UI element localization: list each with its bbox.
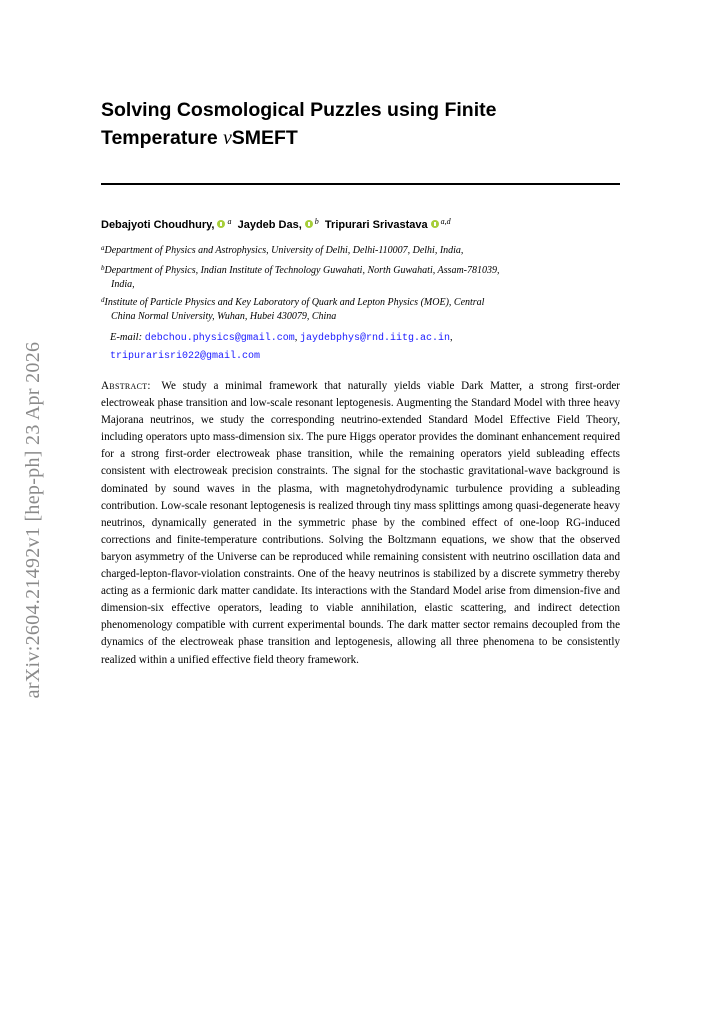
affiliation-a [101,241,620,258]
orcid-icon[interactable] [305,220,313,228]
orcid-icon[interactable] [431,220,439,228]
affiliation-mark: b [101,264,105,272]
arxiv-identifier-stamp: arXiv:2604.21492v1 [hep-ph] 23 Apr 2026 [22,341,44,699]
paper-title [101,96,620,153]
affiliation-mark: a [101,244,105,252]
title-line-2-suffix: SMEFT [231,127,298,149]
title-divider [101,183,620,185]
author-name: Tripurari Srivastava [324,219,428,231]
author-affiliation-mark: a,d [440,217,451,226]
orcid-icon[interactable] [217,220,225,228]
email-separator: , [294,332,298,343]
affiliation-text-continued: India, [111,279,135,290]
email-separator: , [450,332,453,343]
email-link[interactable]: debchou.physics@gmail.com [144,333,295,344]
title-line-2-prefix: Temperature [101,127,224,149]
affiliation-d [101,293,620,324]
abstract-heading: Abstract: [101,380,151,392]
affiliation-text-continued: China Normal University, Wuhan, Hubei 430079, China [111,311,337,322]
abstract-body: We study a minimal framework that naturally yields viable Dark Matter, a strong first-order electroweak phase transition and low-scale resonant leptogenesis. Augmenting the Standard Model with three heavy Majorana neutrinos, we study the corresponding neutrino-extended Standard Model Effective Field Theory, including operators upto mass-dimension six. The pure Higgs operator provides the dominant enhancement required for a strong first-order electroweak phase transition, while the remaining operators yield subleading effects consistent with electroweak precision constraints. The signal for the stochastic gravitational-wave background is dominated by sound waves in the plasma, with magnetohydrodynamic turbulence providing a subleading contribution. Low-scale resonant leptogenesis is realized through tiny mass splittings among quasi-degenerate heavy neutrinos, dynamically generated in the symmetric phase by the combined effect of one-loop RG-induced corrections and finite-temperature contributions. Solving the Boltzmann equations, we show that the observed baryon asymmetry of the Universe can be reproduced while remaining consistent with neutrino oscillation data and charged-lepton-flavor-violation constraints. One of the heavy neutrinos is stabilized by a discrete symmetry thereby acting as a fermionic dark matter candidate. Its interactions with the Standard Model arise from dimension-five and dimension-six effective operators, leading to viable annihilation, elastic scattering, and indirect detection phenomenology compatible with current experimental bounds. The dark matter sector remains decoupled from the dynamics of the electroweak phase transition and leptogenesis, allowing all three phenomena to be consistently realized within a unified effective field theory framework. [101,380,620,666]
author-name: Jaydeb Das, [237,219,302,231]
affiliation-mark: d [101,296,105,304]
title-line-1: Solving Cosmological Puzzles using Finite [101,99,497,121]
abstract [101,378,620,669]
affiliation-text: Institute of Particle Physics and Key Laboratory of Quark and Lepton Physics (MOE), Central [104,297,485,308]
author-affiliation-mark: b [314,217,319,226]
email-link[interactable]: jaydebphys@rnd.iitg.ac.in [299,333,451,344]
email-label: E-mail: [110,332,143,343]
email-block [110,329,620,365]
author-affiliation-mark: a [227,217,232,226]
email-link[interactable]: tripurarisri022@gmail.com [110,351,261,362]
author-name: Debajyoti Choudhury, [101,219,215,231]
author-list [101,217,620,231]
affiliation-b [101,261,620,292]
affiliation-text: Department of Physics, Indian Institute of Technology Guwahati, North Guwahati, Assam-781039, [104,265,500,276]
affiliation-text: Department of Physics and Astrophysics, University of Delhi, Delhi-110007, Delhi, India, [104,245,464,256]
title-nu-symbol: ν [223,128,232,149]
